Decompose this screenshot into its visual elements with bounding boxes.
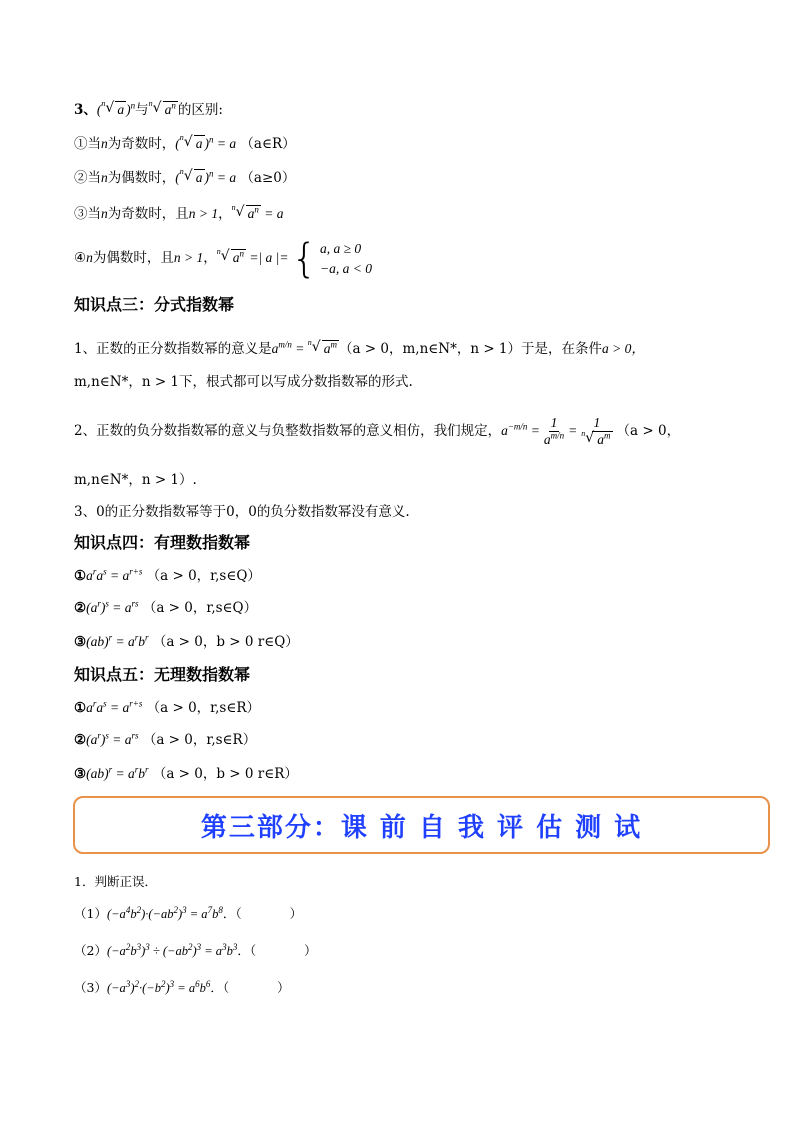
kp4-item-1: $①a^ra^s = a^{r+s}$ （a > 0，r,s∈Q） [74, 566, 261, 584]
section3-heading: 3、( n √ a )$^n$与 n √ $a^n$ 的区别: [74, 99, 223, 118]
nth-root-item-3: ③当n为奇数时，且n > 1， n √ $a^n = a$ [74, 203, 284, 222]
kp4-item-3: ③(ab)$^r$ = $a^rb^r$ （a > 0，b > 0 r∈Q） [74, 632, 299, 650]
nth-root-item-1: ①当n为奇数时，( n √ a )$^n$ = a （a∈R） [74, 133, 296, 152]
kp3-title: 知识点三：分式指数幂 [74, 295, 235, 314]
kp4-title: 知识点四：有理数指数幂 [74, 533, 251, 552]
kp3-paragraph-2: 2、正数的负分数指数幂的意义与负整数指数幂的意义相仿，我们规定，$a^{-m/n}$ = $\frac{1}{a^{m/n}}$ = 1 n √ $a^m$ （a > 0， [74, 415, 681, 447]
question-1-item-2: $(2)(-a^2b^3)^3 \div (-ab^2)^3 = a^3b^3$．（ ） [74, 941, 317, 958]
question-1-title: 1．判断正误． [74, 874, 157, 889]
question-1-item-1: $(1)(-a^4b^2)\cdot(-ab^2)^3 = a^7b^8$．（ ） [74, 904, 303, 921]
nth-root-item-2: ②当n为偶数时，( n √ a )$^n$ = a （a≥0） [74, 167, 296, 186]
kp3-paragraph-3: 3、0的正分数指数幂等于0，0的负分数指数幂没有意义. [74, 504, 410, 520]
kp3-paragraph-2-cont: m,n∈N*，n > 1）. [74, 472, 197, 488]
kp4-item-2: $②(a^r)^s = a^{rs}$ （a > 0，r,s∈Q） [74, 598, 258, 616]
question-1-item-3: $(3)(-a^3)^2\cdot(-b^2)^3 = a^6b^6$．（ ） [74, 978, 290, 995]
kp5-item-1: $①a^ra^s = a^{r+s}$ （a > 0，r,s∈R） [74, 698, 261, 716]
banner-title: 第三部分：课 前 自 我 评 估 测 试 [200, 812, 643, 843]
kp5-item-3: ③(ab)$^r$ = $a^rb^r$ （a > 0，b > 0 r∈R） [74, 764, 298, 782]
section-banner [73, 796, 770, 854]
kp3-paragraph-1: 1、正数的正分数指数幂的意义是$a^{m/n}$ = n √ $a^m$ （a > 0，m,n∈N*，n > 1）于是，在条件a > 0， [74, 338, 645, 357]
kp5-item-2: $②(a^r)^s = a^{rs}$ （a > 0，r,s∈R） [74, 730, 257, 748]
kp5-title: 知识点五：无理数指数幂 [74, 665, 251, 684]
kp3-paragraph-1-cont: m,n∈N*，n > 1下，根式都可以写成分数指数幂的形式. [74, 374, 413, 390]
nth-root-item-4: ④n为偶数时，且n > 1， n √ $a^n$ =| a |= { a, a ≥ 0 −a, a < 0 [74, 235, 372, 282]
